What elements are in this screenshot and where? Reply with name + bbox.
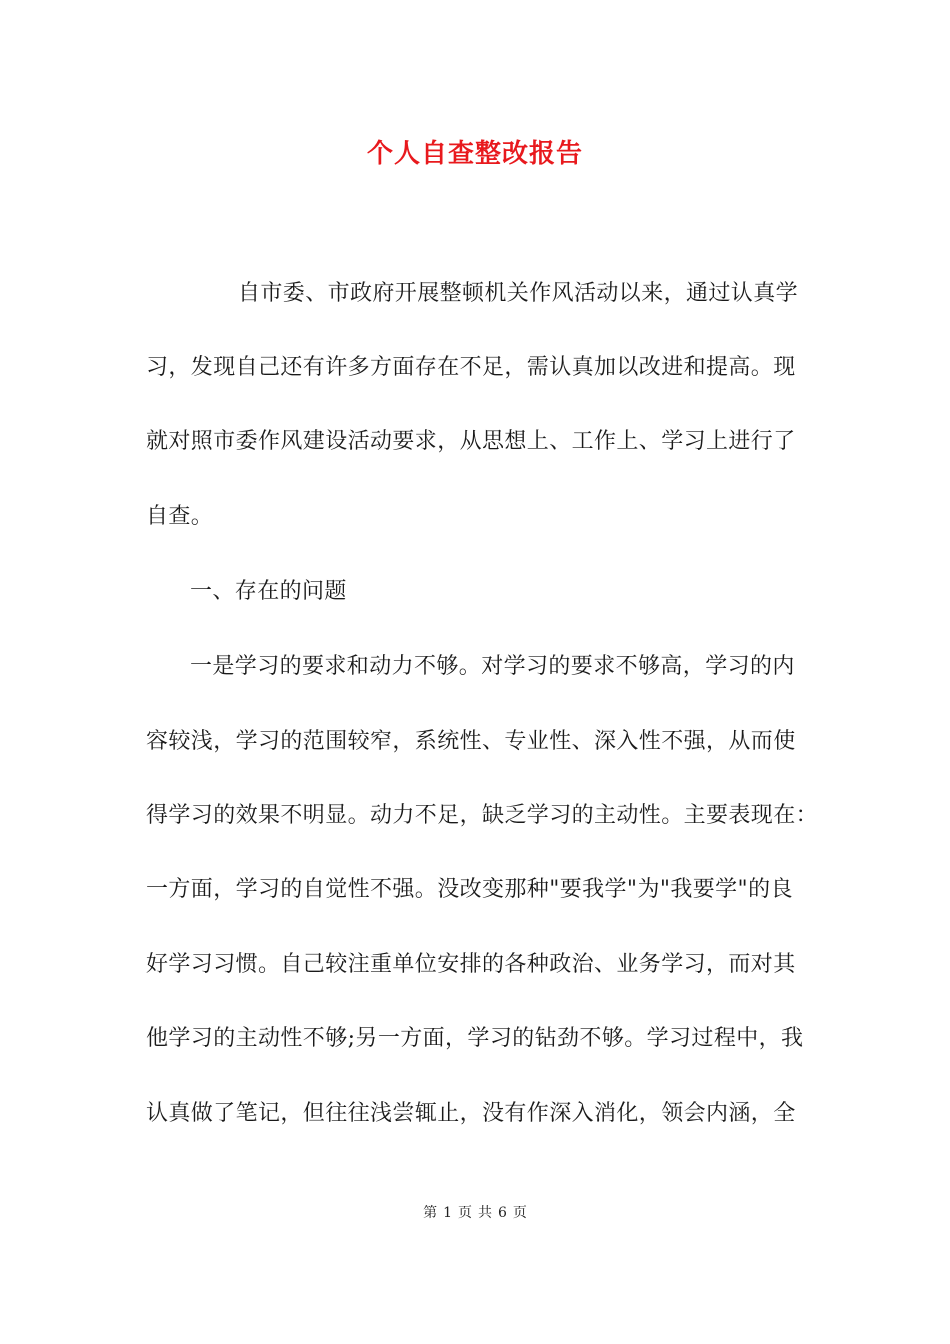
section-heading: 一、存在的问题 [190,579,347,604]
paragraph-2-line-2: 容较浅，学习的范围较窄，系统性、专业性、深入性不强，从而使 [146,729,796,754]
document-title: 个人自查整改报告 [366,139,583,169]
paragraph-2-line-3: 得学习的效果不明显。动力不足，缺乏学习的主动性。主要表现在： [146,803,819,828]
paragraph-1-line-4: 自查。 [146,504,214,529]
footer-prefix: 第 [423,1205,438,1221]
page-footer [0,1203,950,1223]
paragraph-2-line-5: 好学习习惯。自己较注重单位安排的各种政治、业务学习，而对其 [146,952,796,977]
paragraph-1-line-2: 习，发现自己还有许多方面存在不足，需认真加以改进和提高。现 [146,355,796,380]
footer-total-pages: 6 [498,1205,507,1221]
paragraph-1-line-1: 自市委、市政府开展整顿机关作风活动以来，通过认真学 [238,281,799,306]
footer-total-prefix: 共 [478,1205,492,1221]
paragraph-2-line-7: 认真做了笔记，但往往浅尝辄止，没有作深入消化，领会内涵，全 [146,1101,796,1126]
footer-current-page: 1 [443,1205,452,1221]
paragraph-2-line-6: 他学习的主动性不够;另一方面，学习的钻劲不够。学习过程中，我 [146,1026,804,1051]
paragraph-2-line-4: 一方面，学习的自觉性不强。没改变那种"要我学"为"我要学"的良 [146,877,793,902]
footer-total-unit: 页 [512,1205,527,1221]
paragraph-2-line-1: 一是学习的要求和动力不够。对学习的要求不够高，学习的内 [190,654,795,679]
paragraph-1-line-3: 就对照市委作风建设活动要求，从思想上、工作上、学习上进行了 [146,429,796,454]
footer-page-unit: 页 [458,1205,472,1221]
